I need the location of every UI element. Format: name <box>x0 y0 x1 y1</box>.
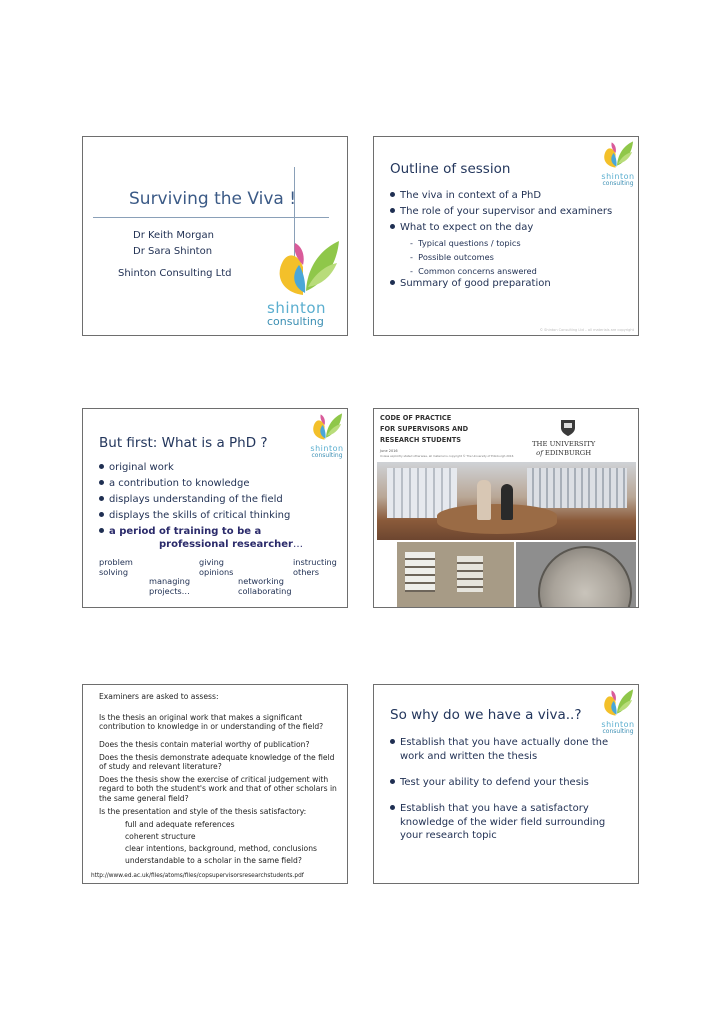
university-name: THE UNIVERSITY of EDINBURGH <box>532 440 596 457</box>
bullet-item: displays the skills of critical thinking <box>99 510 290 521</box>
university-seal-photo <box>516 542 636 608</box>
shinton-logo <box>597 139 639 187</box>
assessment-question: Does the thesis show the exercise of critical judgement with regard to both the student's work and that of other scholars in the same general field? <box>99 775 337 803</box>
skill-word: networking <box>238 576 284 586</box>
bullet-item: original work <box>99 462 174 473</box>
slide-3 <box>82 408 348 608</box>
assessment-question: Is the presentation and style of the thesis satisfactory: <box>99 807 307 816</box>
slide-title: Outline of session <box>390 161 511 177</box>
butterfly-logo-icon <box>601 139 635 169</box>
building-photo <box>397 542 514 608</box>
bullet-item: The role of your supervisor and examiners <box>390 206 612 217</box>
company-name: Shinton Consulting Ltd <box>118 268 232 279</box>
butterfly-logo-icon <box>310 411 344 441</box>
bullet-item: What to expect on the day <box>390 222 533 233</box>
skill-word: others <box>293 567 320 577</box>
presentation-criterion: clear intentions, background, method, conclusions <box>125 844 317 853</box>
shinton-logo <box>597 687 639 735</box>
bullet-item: Establish that you have actually done the <box>390 737 608 748</box>
logo-word-consulting: consulting <box>311 452 343 459</box>
logo-word-consulting: consulting <box>602 728 634 735</box>
presenter-name: Dr Keith Morgan <box>133 230 214 241</box>
bullet-item-cont: knowledge of the wider field surrounding <box>400 817 606 828</box>
logo-word-shinton: shinton <box>267 299 327 317</box>
bullet-item: Summary of good preparation <box>390 278 551 289</box>
presenter-name: Dr Sara Shinton <box>133 246 213 257</box>
slide-6 <box>373 684 639 884</box>
presentation-criterion: full and adequate references <box>125 820 235 829</box>
shinton-logo <box>267 237 343 328</box>
bullet-item: a contribution to knowledge <box>99 478 250 489</box>
slide-5 <box>82 684 348 884</box>
source-url-link[interactable]: http://www.ed.ac.uk/files/atoms/files/copsupervisorsresearchstudents.pdf <box>91 873 304 879</box>
presentation-criterion: understandable to a scholar in the same field? <box>125 856 302 865</box>
logo-word-shinton: shinton <box>601 172 635 181</box>
sub-item: - Possible outcomes <box>410 252 494 262</box>
skill-word: collaborating <box>238 586 292 596</box>
slide-1 <box>82 136 348 336</box>
bullet-item: Test your ability to defend your thesis <box>390 777 589 788</box>
slide-title: Surviving the Viva ! <box>129 189 297 209</box>
divider-horizontal <box>93 217 329 218</box>
slide-2 <box>373 136 639 336</box>
document-date: June 2016 <box>380 449 398 453</box>
logo-word-shinton: shinton <box>310 444 344 453</box>
logo-word-consulting: consulting <box>602 180 634 187</box>
skill-word: giving <box>199 557 224 567</box>
bullet-item: Establish that you have a satisfactory <box>390 803 589 814</box>
assessment-question: Is the thesis an original work that makes a significant contribution to knowledge in or understanding of the field? <box>99 713 324 732</box>
skill-word: problem <box>99 557 133 567</box>
skill-word: managing <box>149 576 191 586</box>
skill-word: projects… <box>149 586 190 596</box>
bullet-highlight: a period of training to be a <box>99 526 261 537</box>
slide-title: So why do we have a viva..? <box>390 707 582 723</box>
bullet-item-cont: work and written the thesis <box>400 751 538 762</box>
slide-footer: © Shinton Consulting Ltd – all materials are copyright <box>539 328 634 332</box>
logo-word-consulting: consulting <box>267 315 324 328</box>
butterfly-logo-icon <box>273 237 343 297</box>
copyright-note: Unless explicitly stated otherwise, all material is copyright © The University of Edinburgh 2016 <box>380 454 514 458</box>
code-of-practice-heading: CODE OF PRACTICE FOR SUPERVISORS AND RESEARCH STUDENTS <box>380 414 469 444</box>
examiners-intro: Examiners are asked to assess: <box>99 692 219 701</box>
assessment-question: Does the thesis contain material worthy of publication? <box>99 740 310 749</box>
butterfly-logo-icon <box>601 687 635 717</box>
slide-title: But first: What is a PhD ? <box>99 435 268 451</box>
library-interior-photo <box>377 462 636 540</box>
bullet-item: displays understanding of the field <box>99 494 283 505</box>
skill-word: instructing <box>293 557 337 567</box>
bullet-highlight-cont: professional researcher… <box>159 539 303 550</box>
logo-word-shinton: shinton <box>601 720 635 729</box>
assessment-question: Does the thesis demonstrate adequate knowledge of the field of study and relevant literature? <box>99 753 335 772</box>
presentation-criterion: coherent structure <box>125 832 196 841</box>
bullet-item-cont: your research topic <box>400 830 497 841</box>
shinton-logo <box>306 411 348 459</box>
sub-item: - Typical questions / topics <box>410 238 521 248</box>
university-crest-icon <box>560 419 576 441</box>
slide-4 <box>373 408 639 608</box>
skill-word: opinions <box>199 567 234 577</box>
skill-word: solving <box>99 567 129 577</box>
sub-item: - Common concerns answered <box>410 266 537 276</box>
bullet-item: The viva in context of a PhD <box>390 190 541 201</box>
